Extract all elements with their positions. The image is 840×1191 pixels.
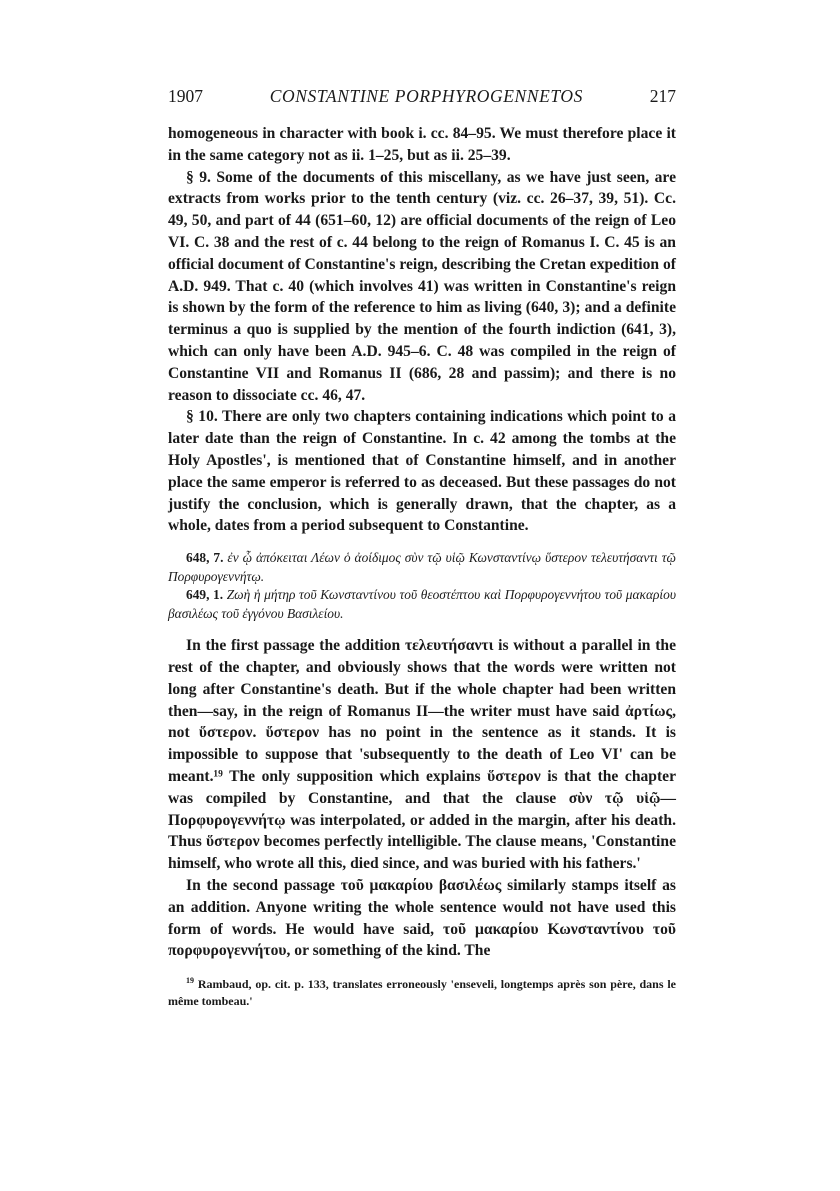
- body-text-continued: [168, 635, 676, 962]
- footnote-marker: 19: [186, 976, 194, 986]
- quote-1-text: ἐν ᾧ ἀπόκειται Λέων ὁ ἀοίδιμος σὺν τῷ υἱῷ Κωνσταντίνῳ ὕστερον τελευτήσαντι τῷ Πορφυρογεννήτῳ.: [168, 550, 676, 584]
- footnote-19: [168, 972, 676, 1010]
- quote-2: [168, 586, 676, 623]
- quote-2-text: Ζωὴ ἡ μήτηρ τοῦ Κωνσταντίνου τοῦ θεοστέπτου καὶ Πορφυρογεννήτου τοῦ μακαρίου βασιλέως τοῦ ἐγγόνου Βασιλείου.: [168, 587, 676, 621]
- header-title: CONSTANTINE PORPHYROGENNETOS: [269, 86, 583, 106]
- footnote-text: Rambaud, op. cit. p. 133, translates erroneously 'enseveli, longtemps après son père, dans le même tombeau.': [168, 977, 677, 1009]
- paragraph-4: In the first passage the addition τελευτήσαντι is without a parallel in the rest of the chapter, and obviously shows that the words were written not long after Constantine's death. But if the whole chapter had been written then—say, in the reign of Romanus II—the writer must have said ἀρτίως, not ὕστερον. ὕστερον has no point in the sentence as it stands. It is impossible to suppose that 'subsequently to the death of Leo VI' can be meant.¹⁹ The only supposition which explains ὕστερον is that the chapter was compiled by Constantine, and that the clause σὺν τῷ υἱῷ—Πορφυρογεννήτῳ was interpolated, or added in the margin, after his death. Thus ὕστερον becomes perfectly intelligible. The clause means, 'Constantine himself, who wrote all this, died since, and was buried with his fathers.': [168, 637, 676, 873]
- quote-1: [168, 549, 676, 586]
- paragraph-2: § 9. Some of the documents of this miscellany, as we have just seen, are extracts from works prior to the tenth century (viz. cc. 26–37, 39, 51). Cc. 49, 50, and part of 44 (651–60, 12) are official documents of the reign of Leo VI. C. 38 and the rest of c. 44 belong to the reign of Romanus I. C. 45 is an official document of Constantine's reign, describing the Cretan expedition of A.D. 949. That c. 40 (which involves 41) was written in Constantine's reign is shown by the form of the reference to him as living (640, 3); and a definite terminus a quo is supplied by the mention of the fourth indiction (641, 3), which can only have been A.D. 945–6. C. 48 was compiled in the reign of Constantine VII and Romanus II (686, 28 and passim); and there is no reason to dissociate cc. 46, 47.: [168, 168, 676, 404]
- paragraph-1: homogeneous in character with book i. cc. 84–95. We must therefore place it in the same category not as ii. 1–25, but as ii. 25–39.: [168, 125, 676, 164]
- header-page-number: 217: [649, 86, 676, 106]
- quoted-passages: [168, 549, 676, 623]
- quote-1-ref: 648, 7.: [186, 550, 224, 566]
- page: [168, 86, 676, 1010]
- footnote: [168, 972, 676, 1010]
- quote-2-ref: 649, 1.: [186, 587, 224, 603]
- header-year: 1907: [168, 86, 203, 106]
- paragraph-3: § 10. There are only two chapters containing indications which point to a later date than the reign of Constantine. In c. 42 among the tombs at the Holy Apostles', is mentioned that of Constantine himself, and in another place the same emperor is referred to as deceased. But these passages do not justify the conclusion, which is generally drawn, that the chapter, as a whole, dates from a period subsequent to Constantine.: [168, 408, 676, 535]
- body-text: [168, 123, 676, 537]
- running-head: [168, 86, 676, 107]
- paragraph-5: In the second passage τοῦ μακαρίου βασιλέως similarly stamps itself as an addition. Anyone writing the whole sentence would not have used this form of words. He would have said, τοῦ μακαρίου Κωνσταντίνου τοῦ πορφυρογεννήτου, or something of the kind. The: [168, 876, 676, 960]
